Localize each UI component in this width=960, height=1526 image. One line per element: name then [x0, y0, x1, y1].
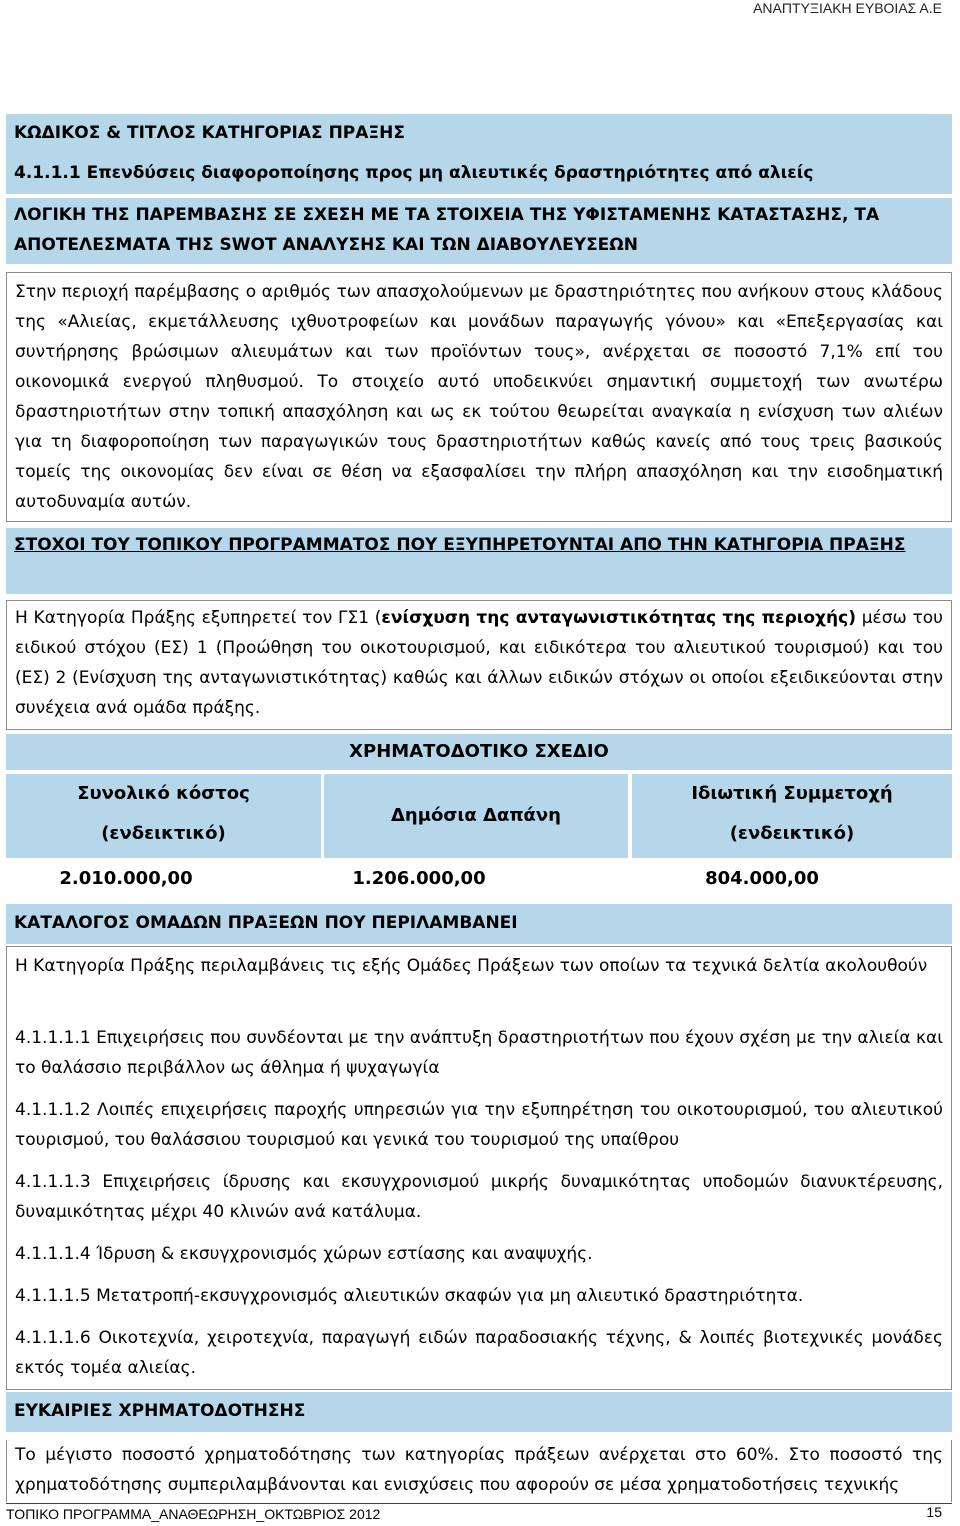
- groups-intro: Η Κατηγορία Πράξης περιλαμβάνεις τις εξής Ομάδες Πράξεων των οποίων τα τεχνικά δελτία ακολουθούν: [15, 956, 928, 976]
- finance-col-private-line1: Ιδιωτική Συμμετοχή: [691, 783, 893, 804]
- page-number: 15: [926, 1504, 942, 1520]
- finance-table: [6, 734, 952, 902]
- groups-list-section: [6, 946, 952, 1390]
- funding-heading-section: [6, 1392, 952, 1432]
- logic-text-section: [6, 272, 952, 522]
- finance-col-total-line2: (ενδεικτικό): [101, 823, 226, 844]
- finance-col-total: [6, 774, 321, 858]
- group-item-6: 4.1.1.1.6 Οικοτεχνία, χειροτεχνία, παραγωγή ειδών παραδοσιακής τέχνης, & λοιπές βιοτεχνικές μονάδες εκτός τομέα αλιείας.: [15, 1328, 943, 1378]
- group-item-4: 4.1.1.1.4 Ίδρυση & εκσυγχρονισμός χώρων εστίασης και αναψυχής.: [15, 1244, 593, 1264]
- group-item-1: 4.1.1.1.1 Επιχειρήσεις που συνδέονται με την ανάπτυξη δραστηριοτήτων που έχουν σχέση με την αλιεία και το θαλάσσιο περιβάλλον ως άθλημα ή ψυχαγωγία: [15, 1028, 943, 1078]
- footer-divider: [6, 1503, 952, 1504]
- finance-col-total-line1: Συνολικό κόστος: [77, 783, 250, 804]
- finance-total-value: 2.010.000,00: [59, 868, 193, 889]
- header-org: ΑΝΑΠΤΥΞΙΑΚΗ ΕΥΒΟΙΑΣ Α.Ε: [753, 0, 942, 16]
- logic-text: Στην περιοχή παρέμβασης ο αριθμός των απασχολούμενων με δραστηριότητες που ανήκουν στους κλάδους της «Αλιείας, εκμετάλλευσης ιχθυοτροφείων και μονάδων παραγωγής γόνου» και «Επεξεργασίας και συντήρησης βρώσιμων αλιευμάτων και των προϊόντων τους», ανέρχεται σε ποσοστό 7,1% επί του οικονομικά ενεργού πληθυσμού. Το στοιχείο αυτό υποδεικνύει σημαντική συμμετοχή των ανωτέρω δραστηριοτήτων στην τοπική απασχόληση και ως εκ τούτου θεωρείται αναγκαία η ενίσχυση των αλιέων για τη διαφοροποίηση των παραγωγικών τους δραστηριοτήτων καθώς κανείς από τους τρεις βασικούς τομείς της οικονομίας δεν είναι σε θέση να εξασφαλίσει την πλήρη απασχόληση και την εισοδηματική αυτοδυναμία αυτών.: [15, 282, 943, 512]
- funding-text: Το μέγιστο ποσοστό χρηματοδότησης των κατηγορίας πράξεων ανέρχεται στο 60%. Στο ποσοστό της χρηματοδότησης συμπεριλαμβάνονται και ενισχύσεις που αφορούν σε μέσα χρηματοδοτήσεις τεχνικής: [15, 1445, 943, 1495]
- code-title-value: 4.1.1.1 Επενδύσεις διαφοροποίησης προς μη αλιευτικές δραστηριότητες από αλιείς: [14, 163, 814, 183]
- code-title-section: [6, 114, 952, 194]
- finance-col-private-line2: (ενδεικτικό): [729, 823, 855, 844]
- finance-col-private: [632, 774, 952, 858]
- finance-public-value: 1.206.000,00: [352, 868, 486, 889]
- goals-text: [7, 603, 951, 723]
- funding-text-section: [6, 1440, 952, 1502]
- finance-heading: ΧΡΗΜΑΤΟΔΟΤΙΚΟ ΣΧΕΔΙΟ: [6, 734, 952, 770]
- goals-heading-section: [6, 528, 952, 594]
- groups-heading-section: [6, 904, 952, 944]
- code-title-label: ΚΩΔΙΚΟΣ & ΤΙΤΛΟΣ ΚΑΤΗΓΟΡΙΑΣ ΠΡΑΞΗΣ: [14, 123, 405, 143]
- goals-text-section: [6, 600, 952, 730]
- goals-heading: ΣΤΟΧΟΙ ΤΟΥ ΤΟΠΙΚΟΥ ΠΡΟΓΡΑΜΜΑΤΟΣ ΠΟΥ ΕΞΥΠΗΡΕΤΟΥΝΤΑΙ ΑΠΟ ΤΗΝ ΚΑΤΗΓΟΡΙΑ ΠΡΑΞΗΣ: [14, 535, 906, 555]
- finance-col-public: Δημόσια Δαπάνη: [324, 774, 628, 858]
- goals-text-before: Η Κατηγορία Πράξης εξυπηρετεί τον ΓΣ1 (: [15, 608, 382, 628]
- footer-document-title: ΤΟΠΙΚΟ ΠΡΟΓΡΑΜΜΑ_ΑΝΑΘΕΩΡΗΣΗ_ΟΚΤΩΒΡΙΟΣ 2012: [6, 1506, 381, 1522]
- groups-heading: ΚΑΤΑΛΟΓΟΣ ΟΜΑΔΩΝ ΠΡΑΞΕΩΝ ΠΟΥ ΠΕΡΙΛΑΜΒΑΝΕΙ: [14, 913, 518, 933]
- goals-text-bold: ενίσχυση της ανταγωνιστικότητας της περιοχής): [381, 608, 856, 628]
- group-item-5: 4.1.1.1.5 Μετατροπή-εκσυγχρονισμός αλιευτικών σκαφών για μη αλιευτικό δραστηριότητα.: [15, 1286, 804, 1306]
- funding-heading: ΕΥΚΑΙΡΙΕΣ ΧΡΗΜΑΤΟΔΟΤΗΣΗΣ: [14, 1401, 306, 1421]
- group-item-2: 4.1.1.1.2 Λοιπές επιχειρήσεις παροχής υπηρεσιών για την εξυπηρέτηση του οικοτουρισμού, του αλιευτικού τουρισμού, του θαλάσσιου τουρισμού και γενικά του τουρισμού της υπαίθρου: [15, 1100, 943, 1150]
- logic-heading-section: [6, 198, 952, 264]
- finance-private-value: 804.000,00: [705, 868, 819, 889]
- group-item-3: 4.1.1.1.3 Επιχειρήσεις ίδρυσης και εκσυγχρονισμού μικρής δυναμικότητας υποδομών διανυκτέρευσης, δυναμικότητας μέχρι 40 κλινών ανά κατάλυμα.: [15, 1172, 943, 1222]
- goals-text-after: μέσω του ειδικού στόχου (ΕΣ) 1 (Προώθηση του οικοτουρισμού, και ειδικότερα του αλιευτικού τουρισμού) και του (ΕΣ) 2 (Ενίσχυση της ανταγωνιστικότητας) καθώς και άλλων ειδικών στόχων οι οποίοι εξειδικεύονται στην συνέχεια ανά ομάδα πράξης.: [15, 608, 943, 718]
- logic-heading: ΛΟΓΙΚΗ ΤΗΣ ΠΑΡΕΜΒΑΣΗΣ ΣΕ ΣΧΕΣΗ ΜΕ ΤΑ ΣΤΟΙΧΕΙΑ ΤΗΣ ΥΦΙΣΤΑΜΕΝΗΣ ΚΑΤΑΣΤΑΣΗΣ, ΤΑ ΑΠΟΤΕΛΕΣΜΑΤΑ ΤΗΣ SWOT ΑΝΑΛΥΣΗΣ ΚΑΙ ΤΩΝ ΔΙΑΒΟΥΛΕΥΣΕΩΝ: [14, 205, 880, 255]
